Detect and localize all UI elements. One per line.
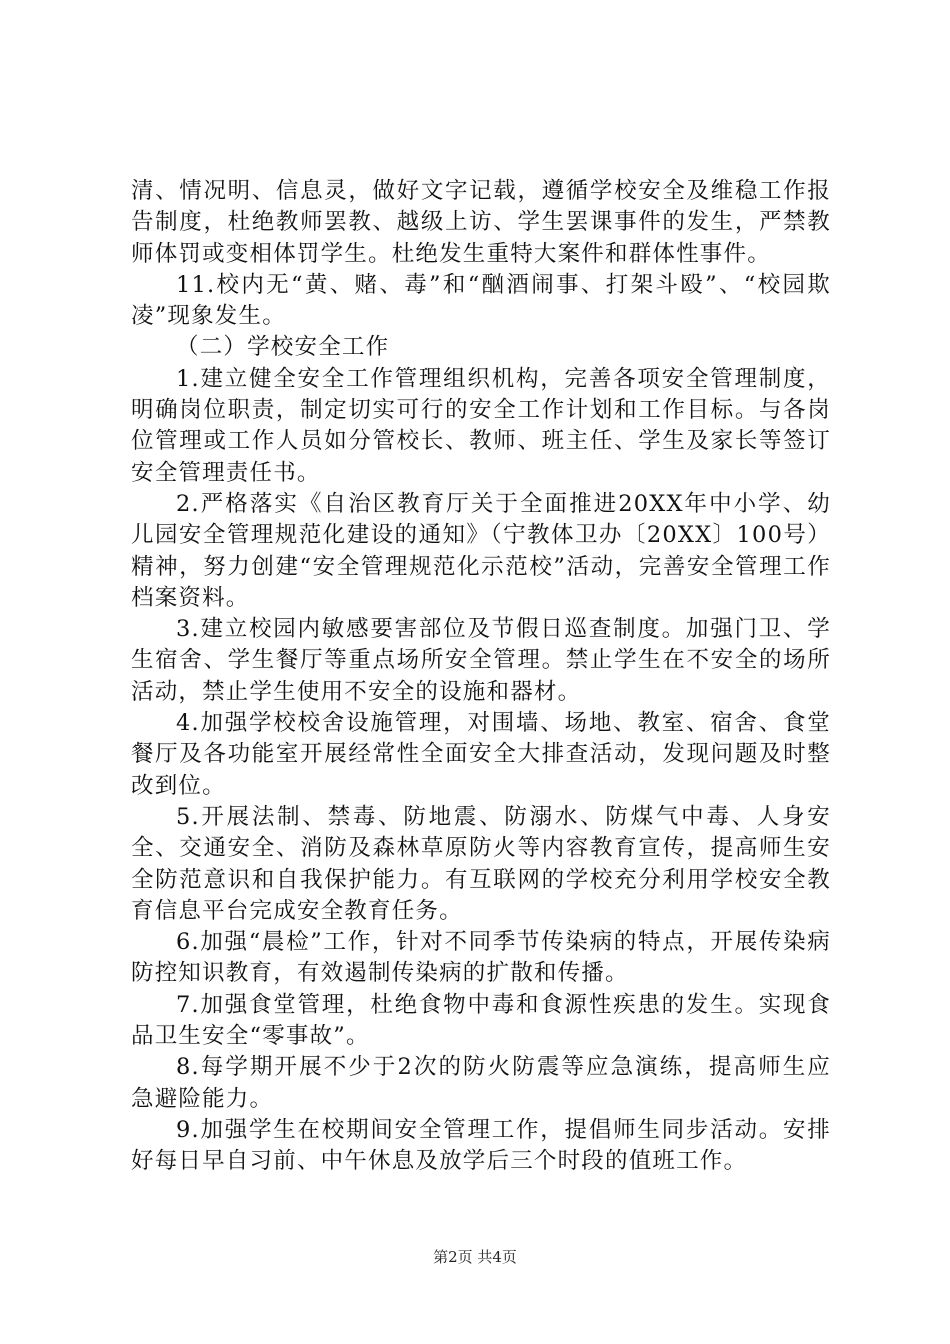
- paragraph-continuation: 清、情况明、信息灵，做好文字记载，遵循学校安全及维稳工作报告制度，杜绝教师罢教、越级上访、学生罢课事件的发生，严禁教师体罚或变相体罚学生。杜绝发生重特大案件和群体性事件。: [131, 178, 831, 267]
- paragraph-item-2: 2.严格落实《自治区教育厅关于全面推进20XX年中小学、幼儿园安全管理规范化建设的通知》（宁教体卫办〔20XX〕100号）精神，努力创建“安全管理规范化示范校”活动，完善安全管理工作档案资料。: [131, 490, 831, 611]
- paragraph-item-1: 1.建立健全安全工作管理组织机构，完善各项安全管理制度，明确岗位职责，制定切实可行的安全工作计划和工作目标。与各岗位管理或工作人员如分管校长、教师、班主任、学生及家长等签订安全管理责任书。: [131, 365, 831, 486]
- paragraph-item-5: 5.开展法制、禁毒、防地震、防溺水、防煤气中毒、人身安全、交通安全、消防及森林草原防火等内容教育宣传，提高师生安全防范意识和自我保护能力。有互联网的学校充分利用学校安全教育信息平台完成安全教育任务。: [131, 803, 831, 924]
- paragraph-item-9: 9.加强学生在校期间安全管理工作，提倡师生同步活动。安排好每日早自习前、中午休息及放学后三个时段的值班工作。: [131, 1116, 831, 1175]
- paragraph-item-3: 3.建立校园内敏感要害部位及节假日巡查制度。加强门卫、学生宿舍、学生餐厅等重点场所安全管理。禁止学生在不安全的场所活动，禁止学生使用不安全的设施和器材。: [131, 616, 831, 705]
- paragraph-item-6: 6.加强“晨检”工作，针对不同季节传染病的特点，开展传染病防控知识教育，有效遏制传染病的扩散和传播。: [131, 929, 831, 987]
- paragraph-item-11: 11.校内无“黄、赌、毒”和“酗酒闹事、打架斗殴”、“校园欺凌”现象发生。: [131, 271, 831, 330]
- document-body: [131, 176, 831, 1178]
- page-footer: [0, 1246, 950, 1267]
- paragraph-item-8: 8.每学期开展不少于2次的防火防震等应急演练，提高师生应急避险能力。: [131, 1054, 831, 1112]
- section-heading: （二）学校安全工作: [176, 334, 390, 361]
- paragraph-item-4: 4.加强学校校舍设施管理，对围墙、场地、教室、宿舍、食堂餐厅及各功能室开展经常性全面安全大排查活动，发现问题及时整改到位。: [131, 710, 831, 799]
- page-number-label: 第2页 共4页: [433, 1248, 517, 1266]
- paragraph-item-7: 7.加强食堂管理，杜绝食物中毒和食源性疾患的发生。实现食品卫生安全“零事故”。: [131, 991, 831, 1050]
